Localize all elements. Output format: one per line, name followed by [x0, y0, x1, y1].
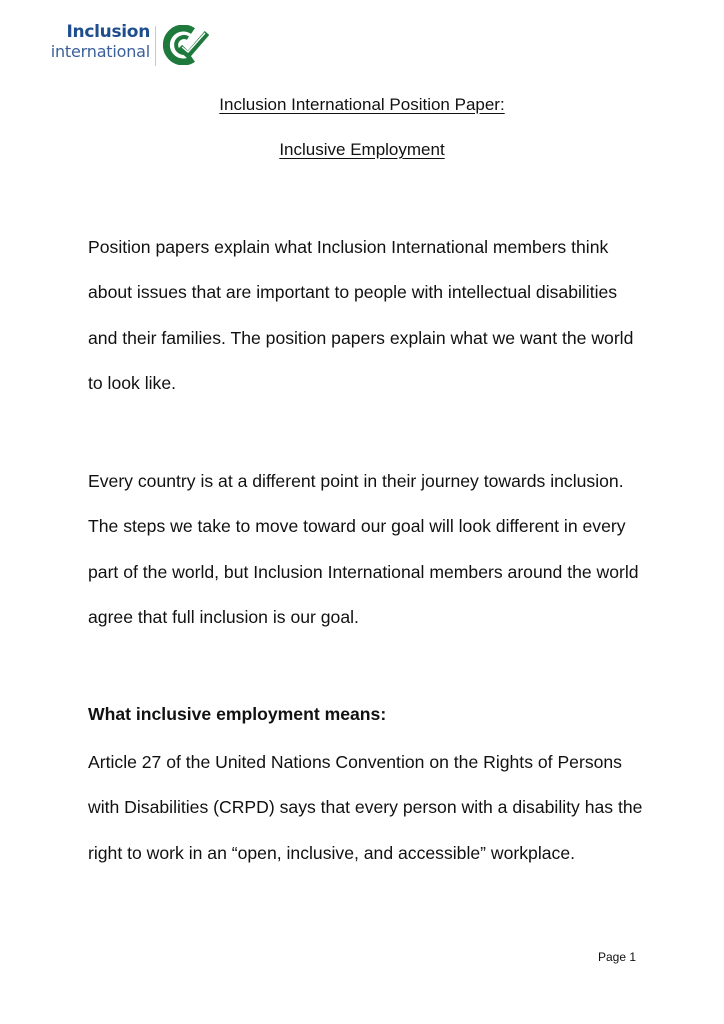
section-heading: What inclusive employment means:: [88, 704, 387, 724]
intro-paragraph: Position papers explain what Inclusion International members think about issues that are important to people with intellectual disabilities and their families. The position papers explain what we want the world to look like.: [88, 237, 634, 393]
section-body-paragraph: Article 27 of the United Nations Convention on the Rights of Persons with Disabilities (CRPD) says that every person with a disability has the right to work in an “open, inclusive, and accessible” workplace.: [88, 752, 643, 863]
context-paragraph: Every country is at a different point in their journey towards inclusion. The steps we take to move toward our goal will look different in every part of the world, but Inclusion International members around the world agree that full inclusion is our goal.: [88, 471, 639, 627]
logo-wordmark: [43, 22, 150, 62]
inclusion-international-mark-icon: [163, 25, 209, 65]
logo-divider: [155, 26, 156, 66]
document-title: Inclusion International Position Paper:: [219, 95, 505, 114]
logo-word-inclusion: Inclusion: [66, 22, 150, 42]
organization-logo: [43, 22, 223, 68]
document-subtitle: Inclusive Employment: [279, 140, 445, 159]
logo-word-international: international: [50, 42, 150, 61]
page-number: Page 1: [598, 950, 637, 964]
